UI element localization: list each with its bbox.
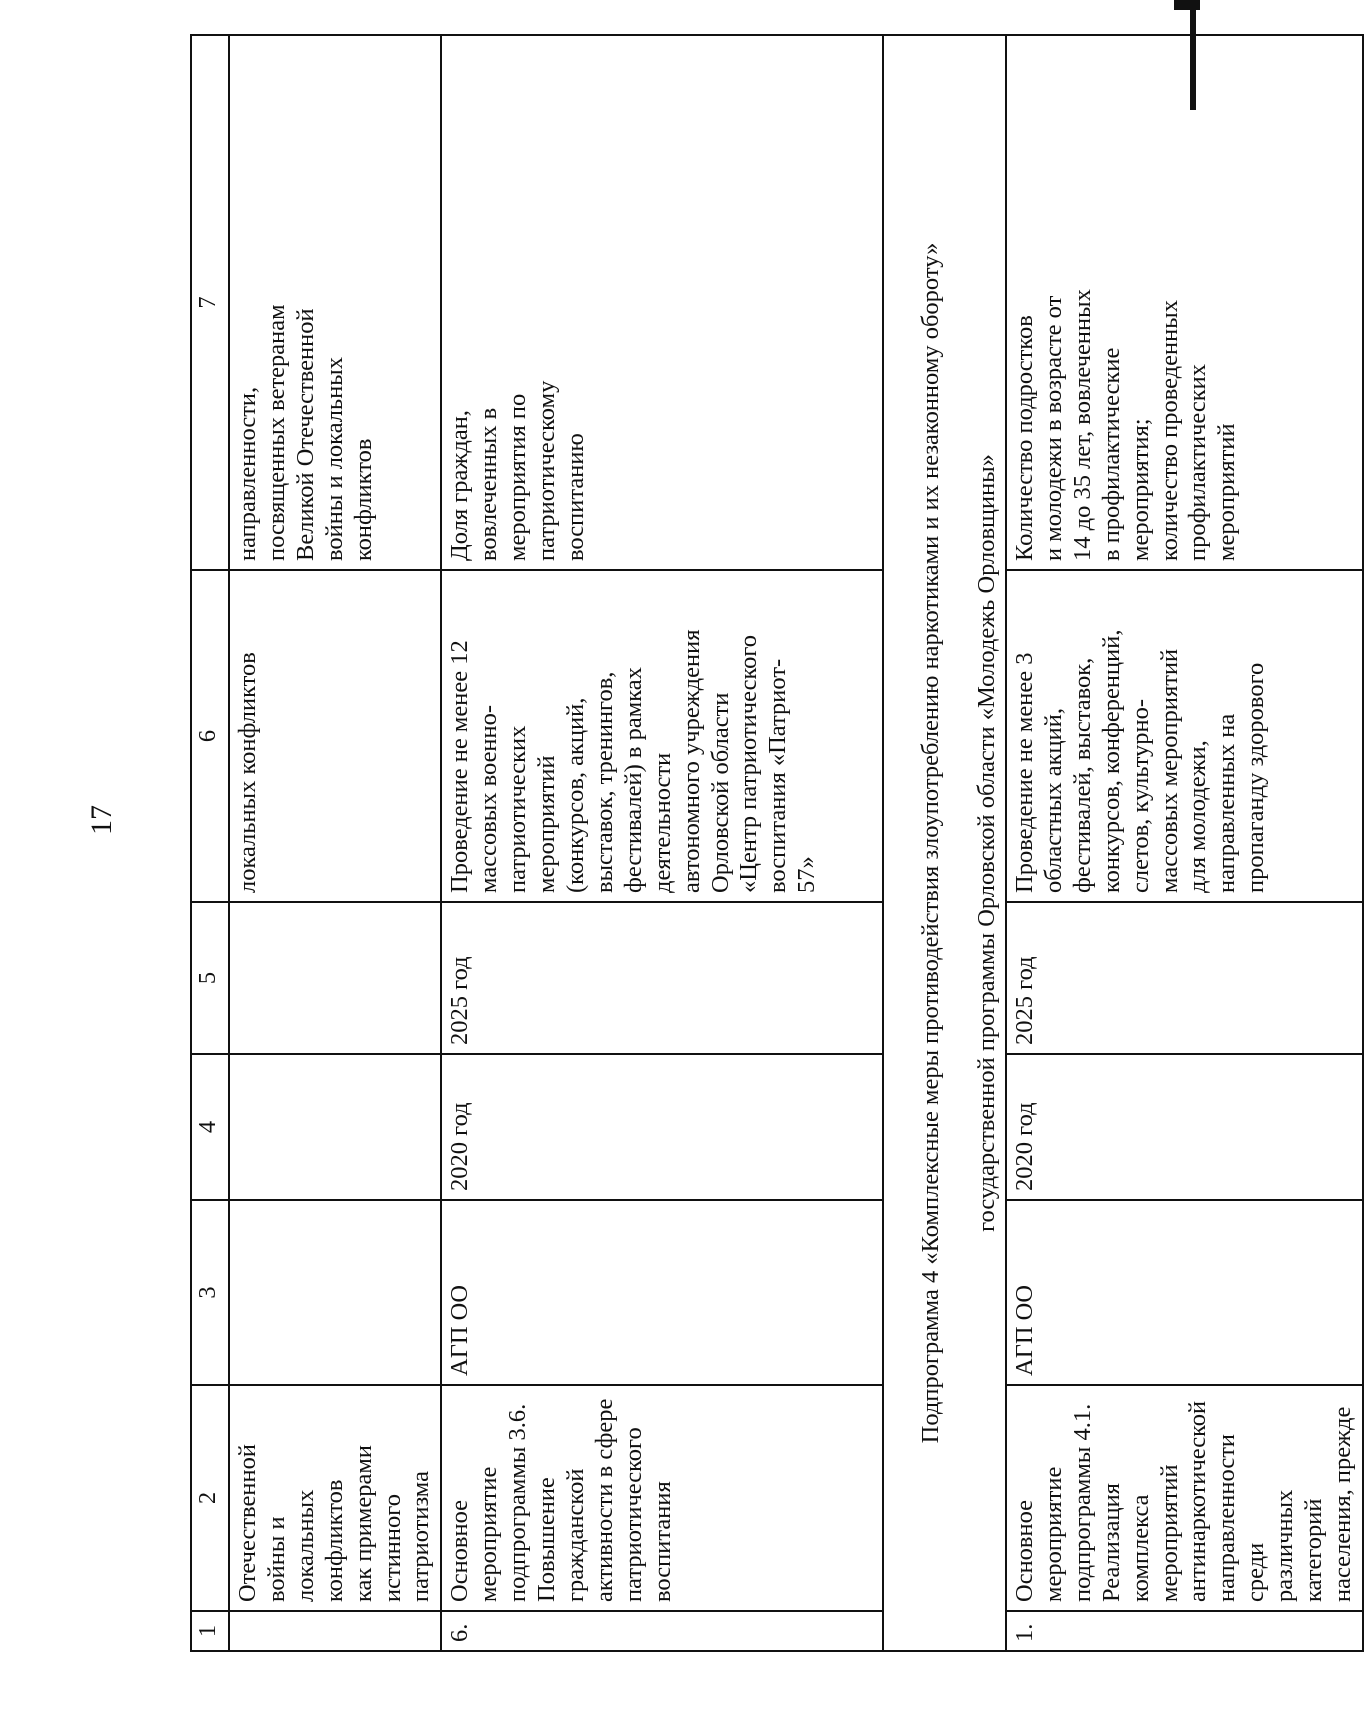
responsible: АГП ОО [441, 1200, 883, 1385]
table-header-row [191, 35, 229, 1651]
end-year: 2025 год [441, 902, 883, 1054]
table-row [1006, 35, 1363, 1651]
rotated-table-container [190, 36, 1356, 1652]
table-row [441, 35, 883, 1651]
column-number: 6 [191, 570, 229, 902]
column-number: 1 [191, 1611, 229, 1651]
column-number: 7 [191, 35, 229, 570]
page-number: 17 [85, 805, 118, 835]
column-number: 5 [191, 902, 229, 1054]
column-number: 2 [191, 1385, 229, 1611]
section-title-line: Подпрограмма 4 «Комплексные меры противодействия злоупотреблению наркотиками и их незаконному обороту» [916, 242, 944, 1444]
activity-name: Основное мероприятие подпрограммы 4.1. Реализация комплекса мероприятий антинаркотической направленности среди различных категорий населения, прежде [1006, 1385, 1363, 1611]
indicator: Количество подростков и молодежи в возрасте от 14 до 35 лет, вовлеченных в профилактические мероприятия; количество проведенных профилактических мероприятий [1006, 35, 1363, 570]
indicator: Доля граждан, вовлеченных в мероприятия по патриотическому воспитанию [441, 35, 883, 570]
expected-result: локальных конфликтов [229, 570, 441, 902]
activity-name: Отечественной войны и локальных конфликтов как примерами истинного патриотизма [229, 1385, 441, 1611]
section-heading-row [883, 35, 1006, 1651]
scan-edge-mark [1174, 0, 1200, 10]
column-number: 3 [191, 1200, 229, 1385]
row-number [229, 1611, 441, 1651]
column-number: 4 [191, 1054, 229, 1200]
table-row [229, 35, 441, 1651]
start-year: 2020 год [441, 1054, 883, 1200]
section-title-line: государственной программы Орловской области «Молодежь Орловщины» [972, 454, 1000, 1232]
responsible: АГП ОО [1006, 1200, 1363, 1385]
start-year: 2020 год [1006, 1054, 1363, 1200]
program-table [190, 34, 1364, 1652]
indicator: направленности, посвященных ветеранам Великой Отечественной войны и локальных конфликтов [229, 35, 441, 570]
end-year [229, 902, 441, 1054]
responsible [229, 1200, 441, 1385]
row-number: 6. [441, 1611, 883, 1651]
section-heading [883, 35, 1006, 1651]
row-number: 1. [1006, 1611, 1363, 1651]
expected-result: Проведение не менее 3 областных акций, фестивалей, выставок, конкурсов, конференций, слетов, культурно- массовых мероприятий для молодежи, направленных на пропаганду здорового [1006, 570, 1363, 902]
activity-name: Основное мероприятие подпрограммы 3.6. Повышение гражданской активности в сфере патриотического воспитания [441, 1385, 883, 1611]
end-year: 2025 год [1006, 902, 1363, 1054]
start-year [229, 1054, 441, 1200]
expected-result: Проведение не менее 12 массовых военно- патриотических мероприятий (конкурсов, акций, выставок, тренингов, фестивалей) в рамках деятельности автономного учреждения Орловской области «Центр патриотического воспитания «Патриот- 57» [441, 570, 883, 902]
